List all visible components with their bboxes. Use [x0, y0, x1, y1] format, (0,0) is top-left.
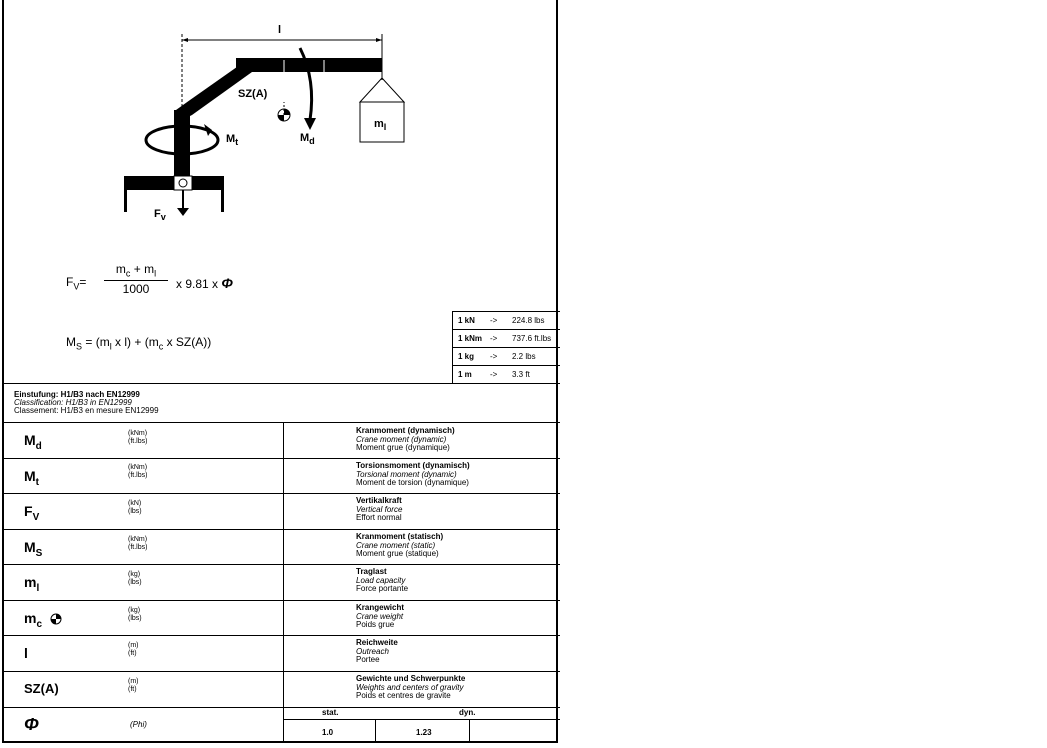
legend-row: $F_V$ (kN) (lbs) Vertikalkraft Vertical force Effort normal — [24, 496, 403, 523]
classification-de: Einstufung: H1/B3 nach EN12999 — [14, 390, 140, 399]
spec-sheet: l SZ(A) $M_t$ $M_d$ $m_l$ $F_v$ $F_V=$ $m_c + m_l$ 1000 x 9.81 x Φ $M_S = (m_l$ x $l) + (m_c$ x SZ(A)) 1 kN -> 224.8 lbs 1 kNm -> 737.6 ft.lbs 1 kg -> 2.2 lbs 1 m -> 3.3 ft Einstufung: H1/B3 nach EN12999 Classification: H1/B3 in EN12999 Classement: H1/B3 en mesure EN12999 $M_d$ (kNm) (ft.lbs) Kranmoment (dynamisch) Crane moment (dynamic) Moment grue (dynamique) $M_t$ (kNm) (ft.lbs) Torsionsmoment (dynamisch) Torsional moment (dynamic) Moment de torsion (dynamique) $F_V$ (kN) (lbs) Vertikalkraft Vertical force Effort normal $M_S$ (kNm) (ft.lbs) Kranmoment (statisch) Crane moment (static) Moment grue (statique) $m_l$ (kg) (lbs) Traglast Load capacity Force portante $m_c$ (kg) (lbs) Krangewicht Crane weight Poids grue l (m) (ft) Reichweite Outreach Portee SZ(A) (m) (ft) Gewichte und Schwerpunkte Weights and centers of gravity Poids et centres de gravite Φ (Phi) stat. dyn. 1.0 1.23 — [2, 0, 558, 743]
formula-fv-rest: x 9.81 x Φ — [176, 275, 233, 291]
fv-label: $F_v$ — [154, 208, 166, 223]
phi-dyn-label: dyn. — [459, 708, 476, 717]
phi-stat-value: 1.0 — [322, 728, 334, 737]
legend-row: SZ(A) (m) (ft) Gewichte und Schwerpunkte Weights and centers of gravity Poids et centres de gravite — [24, 674, 466, 700]
sza-label: SZ(A) — [238, 88, 268, 100]
formula-fv-denominator: 1000 — [122, 282, 150, 296]
classification-fr: Classement: H1/B3 en mesure EN12999 — [14, 406, 159, 415]
mt-label: $M_t$ — [226, 133, 239, 148]
center-of-gravity-icon — [50, 613, 62, 625]
legend-row: $m_l$ (kg) (lbs) Traglast Load capacity Force portante — [24, 567, 409, 594]
ml-label: $m_l$ — [374, 118, 387, 133]
phi-dyn-value: 1.23 — [416, 728, 432, 737]
fraction-bar — [104, 280, 168, 281]
classification-en: Classification: H1/B3 in EN12999 — [14, 398, 132, 407]
formula-ms: $M_S = (m_l$ x $l) + (m_c$ x SZ(A)) — [66, 335, 212, 352]
legend-row: $M_d$ (kNm) (ft.lbs) Kranmoment (dynamisch) Crane moment (dynamic) Moment grue (dynamique) — [24, 426, 455, 452]
outreach-label: l — [278, 24, 282, 36]
phi-unit: (Phi) — [130, 720, 147, 729]
legend-row: $M_t$ (kNm) (ft.lbs) Torsionsmoment (dynamisch) Torsional moment (dynamic) Moment de torsion (dynamique) — [24, 461, 470, 488]
legend-row: $m_c$ (kg) (lbs) Krangewicht Crane weight Poids grue — [24, 603, 405, 630]
formula-fv: $F_V=$ — [66, 275, 87, 292]
legend-row: $M_S$ (kNm) (ft.lbs) Kranmoment (statisch) Crane moment (static) Moment grue (statique) — [24, 532, 444, 559]
md-label: $M_d$ — [300, 132, 315, 147]
phi-stat-label: stat. — [322, 708, 339, 717]
phi-symbol: Φ — [24, 714, 39, 734]
legend-row: l (m) (ft) Reichweite Outreach Portee — [24, 638, 398, 664]
formula-fv-numerator: $m_c + m_l$ — [115, 262, 157, 279]
